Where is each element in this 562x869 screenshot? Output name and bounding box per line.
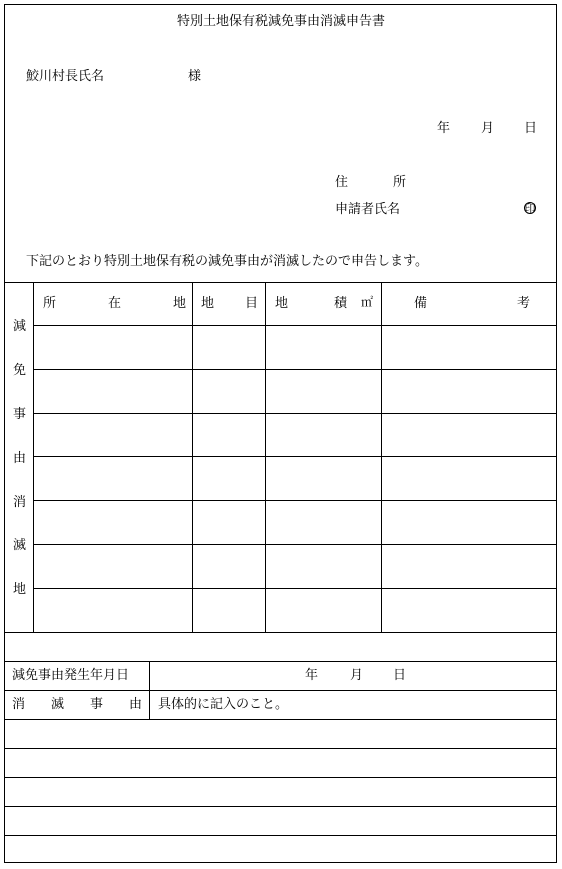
side-label-char-4: 由 [13,451,27,466]
side-label-char-1: 減 [13,319,27,334]
form-frame [4,4,557,863]
header-area-unit: ㎡ [361,295,374,309]
addressee-label: 鮫川村長氏名 [26,69,105,84]
applicant-name-label: 申請者氏名 [335,202,401,217]
header-remarks: 備 考 [414,296,530,311]
side-label-char-5: 消 [13,495,27,510]
header-area-part1: 地 [275,296,289,311]
reason-label: 消 滅 事 由 [12,697,142,712]
occurrence-day: 日 [393,668,407,683]
date-day: 日 [524,121,538,136]
honorific: 様 [188,69,202,84]
reason-note: 具体的に記入のこと。 [158,697,289,712]
seal-icon: 印 [524,201,536,215]
form-title: 特別土地保有税減免事由消滅申告書 [176,14,385,29]
address-label-part1: 住 [335,175,349,190]
occurrence-date-label: 減免事由発生年月日 [12,668,130,683]
occurrence-year: 年 [305,668,319,683]
side-label-char-3: 事 [13,407,27,422]
header-area-part2: 積 [334,296,348,311]
occurrence-month: 月 [350,668,364,683]
side-label-char-7: 地 [13,582,27,597]
address-label-part2: 所 [393,175,407,190]
date-year: 年 [437,121,451,136]
header-location: 所 在 地 [43,296,186,311]
statement-text: 下記のとおり特別土地保有税の減免事由が消滅したので申告します。 [26,254,428,269]
date-month: 月 [481,121,495,136]
side-label-char-2: 免 [13,363,27,378]
header-land-category: 地 目 [201,296,258,311]
side-label-char-6: 滅 [13,538,27,553]
